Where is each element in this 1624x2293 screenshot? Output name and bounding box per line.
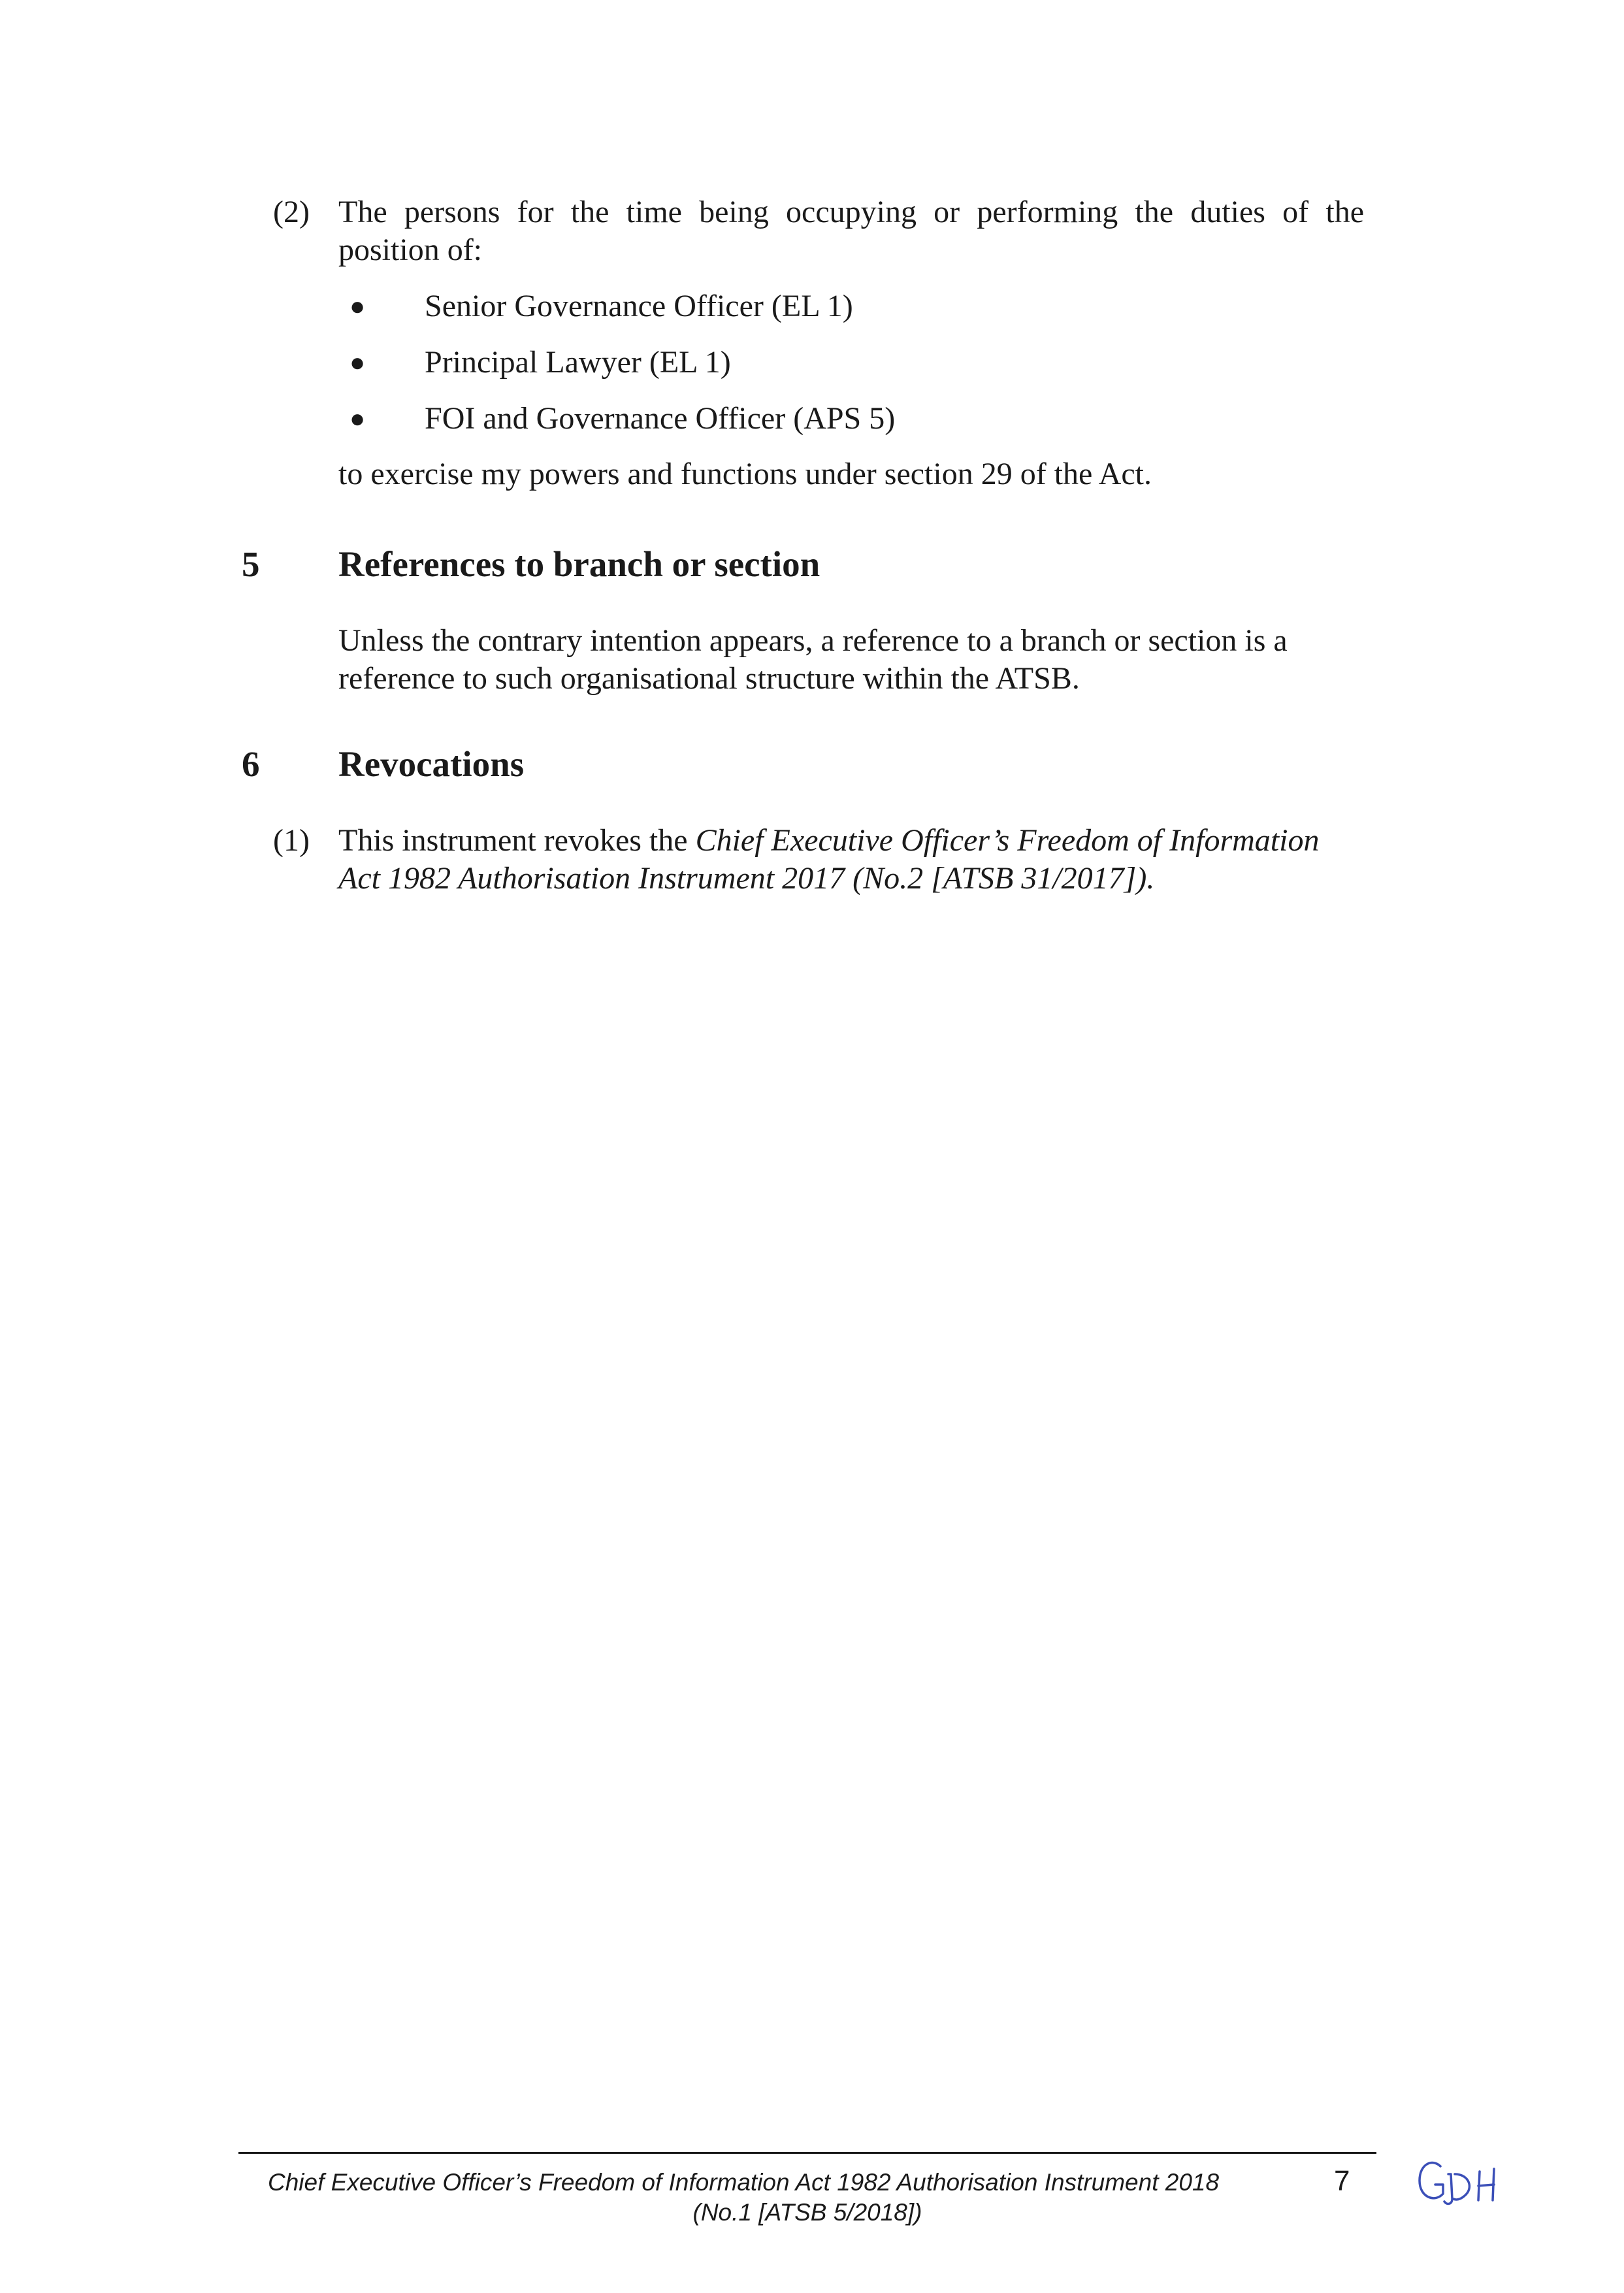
bullet-icon: ●	[349, 348, 366, 377]
subsection-text-line-2: position of:	[338, 233, 483, 267]
bullet-item-foi-governance-officer: FOI and Governance Officer (APS 5)	[425, 401, 896, 436]
subsection-text-line-1: The persons for the time being occupying or performing the duties of the	[338, 195, 1364, 229]
section-6-body-line-1	[338, 822, 1319, 860]
section-5-number: 5	[242, 544, 260, 584]
bullet-icon: ●	[349, 291, 366, 321]
subsection-closing-text: to exercise my powers and functions under section 29 of the Act.	[338, 457, 1152, 491]
revoked-instrument-title-part-2: Act 1982 Authorisation Instrument 2017 (No.2 [ATSB 31/2017]).	[338, 861, 1155, 896]
revocation-lead-text: This instrument revokes the	[338, 823, 696, 858]
footer-title-line-1: Chief Executive Officer’s Freedom of Information Act 1982 Authorisation Instrument 2018	[268, 2169, 1220, 2196]
section-5-body-line-2: reference to such organisational structure within the ATSB.	[338, 661, 1080, 696]
revoked-instrument-title-part-1: Chief Executive Officer’s Freedom of Information	[695, 823, 1320, 858]
bullet-item-principal-lawyer: Principal Lawyer (EL 1)	[425, 345, 731, 380]
section-6-subsection-number: (1)	[273, 823, 310, 858]
section-6-number: 6	[242, 744, 260, 784]
handwritten-initials	[1414, 2155, 1512, 2213]
footer-title-line-2: (No.1 [ATSB 5/2018])	[692, 2199, 922, 2226]
bullet-icon: ●	[349, 404, 366, 433]
footer-rule	[238, 2152, 1376, 2154]
bullet-item-senior-governance-officer: Senior Governance Officer (EL 1)	[425, 289, 853, 323]
page-number: 7	[1334, 2165, 1350, 2197]
section-5-heading: References to branch or section	[338, 544, 820, 584]
subsection-number: (2)	[273, 195, 310, 229]
section-5-body-line-1: Unless the contrary intention appears, a reference to a branch or section is a	[338, 623, 1288, 658]
section-6-heading: Revocations	[338, 744, 525, 784]
